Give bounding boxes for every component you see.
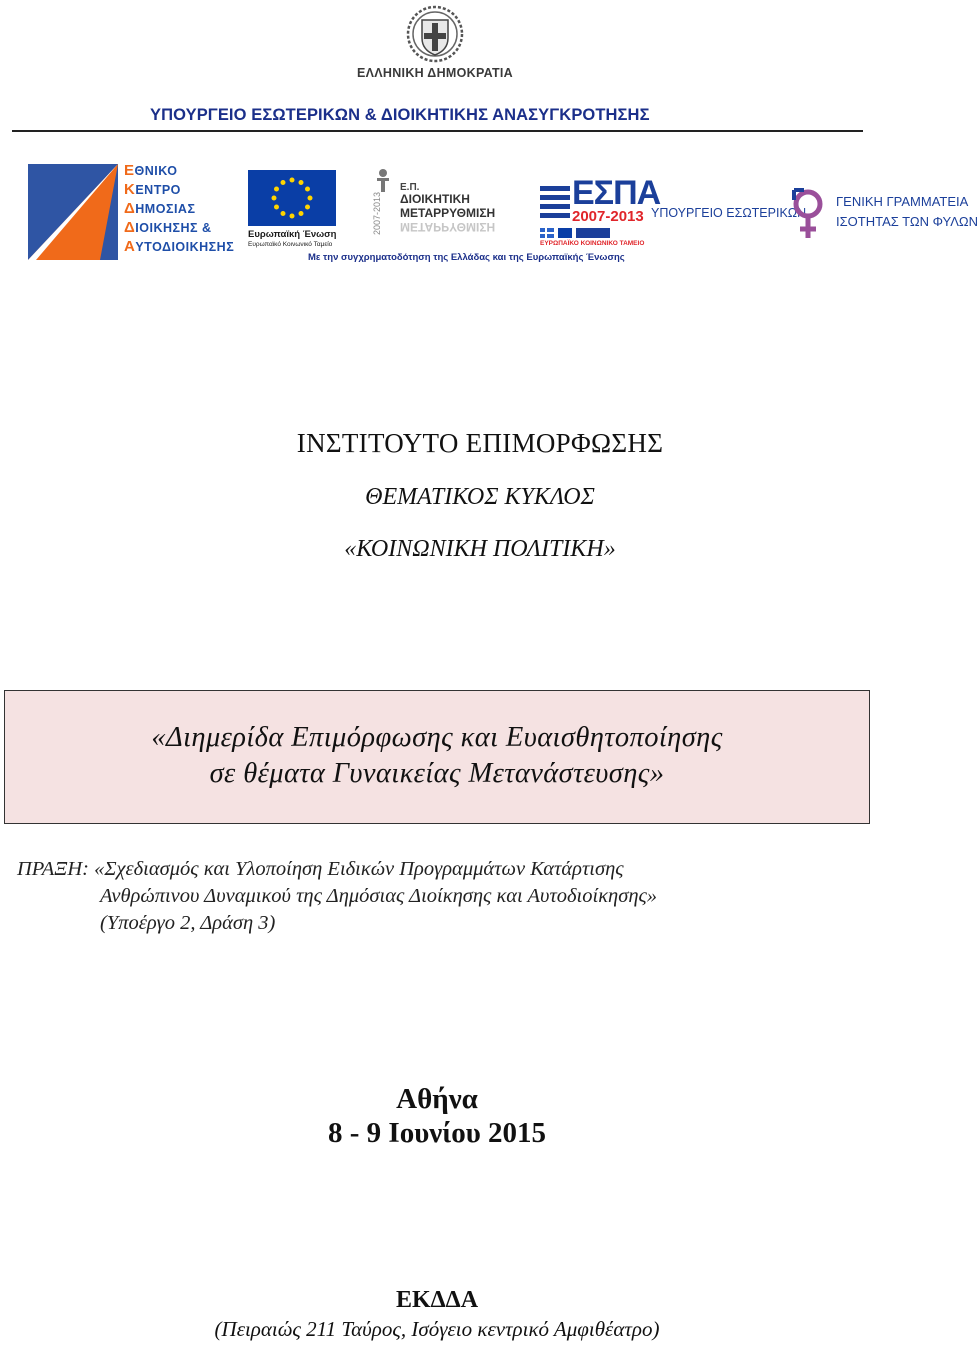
- seminar-title-line-2: σε θέματα Γυναικείας Μετανάστευσης»: [209, 758, 665, 789]
- gender-line-1: ΓΕΝΙΚΗ ΓΡΑΜΜΑΤΕΙΑ: [836, 194, 969, 209]
- gender-line-2: ΙΣΟΤΗΤΑΣ ΤΩΝ ΦΥΛΩΝ: [836, 214, 978, 229]
- ministry-heading: ΥΠΟΥΡΓΕΙΟ ΕΣΩΤΕΡΙΚΩΝ & ΔΙΟΙΚΗΤΙΚΗΣ ΑΝΑΣΥΓΚΡΟΤΗΣΗΣ: [150, 106, 650, 124]
- thematic-cycle: ΘΕΜΑΤΙΚΟΣ ΚΥΚΛΟΣ: [365, 484, 595, 510]
- espa-word: ΕΣΠΑ: [572, 174, 661, 212]
- ekdda-line: ΑΥΤΟΔΙΟΙΚΗΣΗΣ: [124, 238, 235, 255]
- reform-program: Ε.Π.: [400, 182, 420, 193]
- espa-ministry: ΥΠΟΥΡΓΕΙΟ ΕΣΩΤΕΡΙΚΩΝ: [651, 206, 807, 220]
- policy-title: «ΚΟΙΝΩΝΙΚΗ ΠΟΛΙΤΙΚΗ»: [344, 536, 616, 562]
- venue: (Πειραιώς 211 Ταύρος, Ισόγειο κεντρικό Αμφιθέατρο): [214, 1317, 660, 1341]
- ekdda-triangle-icon: [28, 164, 122, 264]
- event-city: Αθήνα: [396, 1083, 478, 1115]
- reform-title-2: ΜΕΤΑΡΡΥΘΜΙΣΗ: [400, 206, 496, 220]
- cofinancing-note: Με την συγχρηματοδότηση της Ελλάδας και της Ευρωπαϊκής Ένωσης: [308, 252, 625, 263]
- seminar-title-box: [4, 690, 870, 824]
- organizer: ΕΚΔΔΑ: [395, 1287, 479, 1313]
- reform-years: 2007-2013: [372, 192, 382, 236]
- eu-fund: Ευρωπαϊκό Κοινωνικό Ταμείο: [248, 241, 333, 248]
- action-line-1: ΠΡΑΞΗ: «Σχεδιασμός και Υλοποίηση Ειδικών Προγραμμάτων Κατάρτισης: [17, 858, 624, 880]
- flags-strip-icon: [540, 228, 610, 238]
- espa-fund: ΕΥΡΩΠΑΪΚΟ ΚΟΙΝΩΝΙΚΟ ΤΑΜΕΙΟ: [540, 240, 645, 247]
- reform-title-reflection: ΜΕΤΑΡΡΥΘΜΙΣΗ: [400, 220, 496, 234]
- action-description: [17, 856, 657, 937]
- republic-label: ΕΛΛΗΝΙΚΗ ΔΗΜΟΚΡΑΤΙΑ: [356, 66, 513, 80]
- eu-flag-icon: [248, 170, 336, 226]
- ekdda-line: ΔΙΟΙΚΗΣΗΣ &: [124, 219, 212, 236]
- eu-name: Ευρωπαϊκή Ένωση: [248, 229, 337, 240]
- greek-coat-of-arms-icon: [405, 4, 465, 64]
- espa-logo: [536, 174, 807, 252]
- seminar-title-line-1: «Διημερίδα Επιμόρφωσης και Ευαισθητοποίησης: [151, 722, 723, 753]
- header-divider: [12, 130, 863, 132]
- ekdda-logo: [28, 160, 240, 264]
- ekdda-line: ΚΕΝΤΡΟ: [124, 181, 181, 198]
- institute-title: ΙΝΣΤΙΤΟΥΤΟ ΕΠΙΜΟΡΦΩΣΗΣ: [296, 428, 664, 458]
- gender-equality-logo: [788, 182, 978, 248]
- eu-logo: [248, 170, 338, 250]
- gender-symbols-icon: [788, 182, 832, 246]
- ekdda-line: ΔΗΜΟΣΙΑΣ: [124, 200, 196, 217]
- admin-reform-logo: [364, 168, 504, 248]
- action-line-2: Ανθρώπινου Δυναμικού της Δημόσιας Διοίκησης και Αυτοδιοίκησης»: [100, 885, 658, 907]
- person-icon: [368, 168, 398, 192]
- action-line-3: (Υποέργο 2, Δράση 3): [100, 912, 276, 934]
- espa-years: 2007-2013: [572, 208, 644, 225]
- ekdda-line: ΕΘΝΙΚΟ: [124, 162, 178, 179]
- event-dates: 8 - 9 Ιουνίου 2015: [328, 1117, 546, 1149]
- espa-stripes-icon: [540, 184, 570, 224]
- reform-title-1: ΔΙΟΙΚΗΤΙΚΗ: [400, 192, 470, 206]
